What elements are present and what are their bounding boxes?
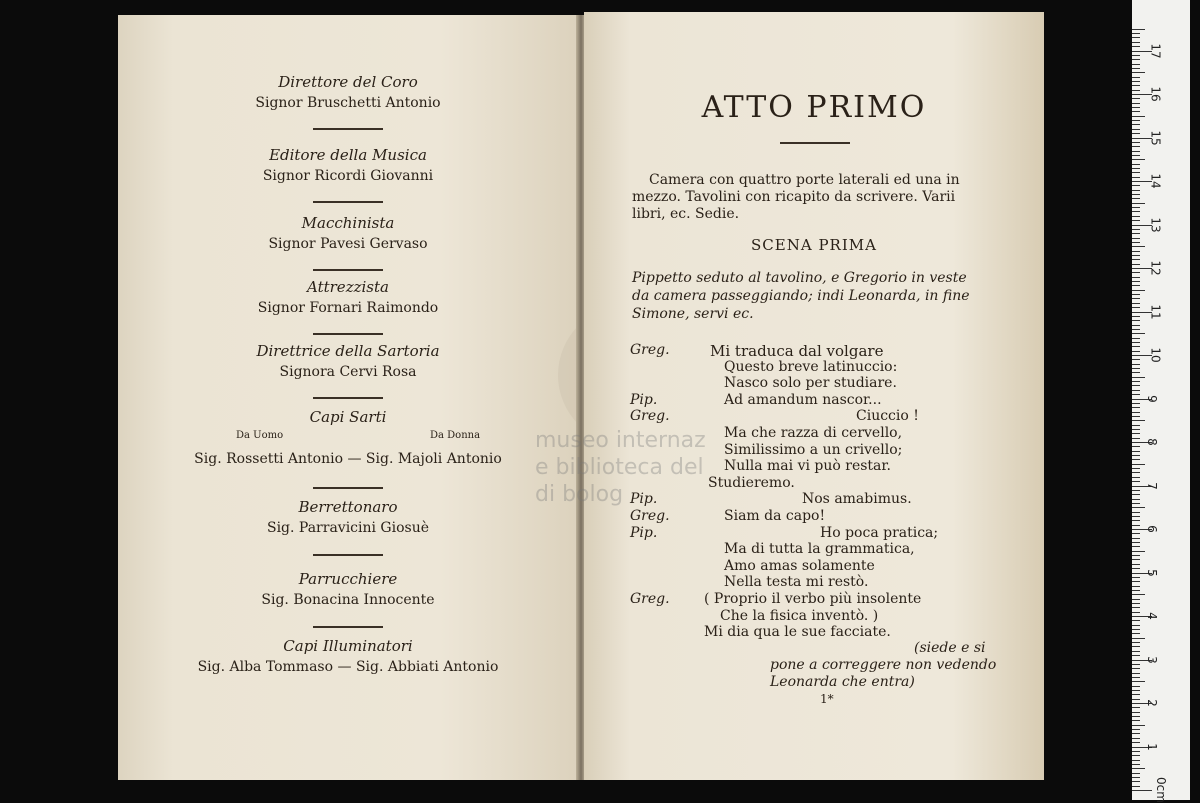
ruler-tick	[1132, 472, 1140, 473]
credit-name: Signor Pavesi Gervaso	[268, 236, 428, 252]
ruler-tick	[1132, 251, 1140, 252]
ruler-tick	[1132, 377, 1145, 378]
setting-line: mezzo. Tavolini con ricapito da scrivere. Varii	[632, 189, 956, 205]
ruler-tick	[1132, 264, 1140, 265]
ruler-tick	[1132, 481, 1140, 482]
ruler-number: 2	[1144, 699, 1159, 707]
ruler-tick	[1132, 599, 1140, 600]
ruler-number: 1	[1144, 742, 1159, 751]
ruler-tick	[1132, 233, 1140, 234]
ruler-tick	[1132, 359, 1140, 360]
ruler-tick	[1132, 103, 1140, 104]
closing-direction-line: (siede e si	[914, 640, 986, 656]
ruler-number: 17	[1148, 42, 1163, 59]
ruler-number: 10	[1148, 347, 1163, 363]
ruler-tick	[1132, 681, 1145, 682]
ruler-tick	[1132, 320, 1140, 321]
divider-rule	[313, 269, 383, 271]
divider-rule	[313, 333, 383, 335]
ruler-tick	[1132, 59, 1140, 60]
ruler-tick	[1132, 142, 1140, 143]
ruler-tick	[1132, 185, 1140, 186]
dialogue-line: ( Proprio il verbo più insolente	[704, 591, 922, 607]
ruler-number: 6	[1144, 525, 1159, 533]
dialogue-line: Amo amas solamente	[724, 557, 875, 574]
ruler-tick	[1132, 42, 1140, 43]
ruler-tick	[1132, 381, 1140, 382]
ruler-tick	[1132, 151, 1140, 152]
ruler-tick	[1132, 272, 1140, 273]
stage-direction-line: da camera passeggiando; indi Leonarda, in fine	[632, 288, 970, 304]
ruler-tick	[1132, 568, 1140, 569]
ruler-number: 8	[1144, 438, 1159, 446]
ruler-number: 11	[1148, 303, 1163, 320]
ruler-tick	[1132, 673, 1140, 674]
dialogue-line: Che la fisica inventò. )	[720, 607, 879, 624]
stage-direction-line: Simone, servi ec.	[632, 306, 754, 322]
ruler-tick	[1132, 246, 1145, 247]
ruler-tick	[1132, 620, 1140, 621]
ruler-tick	[1132, 512, 1140, 513]
dialogue-line: Siam da capo!	[724, 508, 826, 524]
ruler-tick	[1132, 77, 1140, 78]
ruler-tick	[1132, 116, 1145, 117]
ruler-tick	[1132, 455, 1140, 456]
ruler-tick	[1132, 107, 1140, 108]
ruler-tick	[1132, 338, 1140, 339]
ruler-tick	[1132, 68, 1140, 69]
speaker-label: Greg.	[630, 342, 670, 358]
ruler-tick	[1132, 385, 1140, 386]
ruler-tick	[1132, 668, 1140, 669]
speaker-label: Pip.	[630, 391, 658, 408]
ruler-tick	[1132, 229, 1140, 230]
ruler-tick	[1132, 764, 1140, 765]
credit-name: Sig. Rossetti Antonio — Sig. Majoli Antonio	[194, 451, 502, 467]
watermark-line-3: di bolog	[535, 482, 624, 507]
ruler-number: 13	[1148, 216, 1163, 233]
ruler-tick	[1132, 29, 1145, 30]
speaker-label: Greg.	[630, 591, 670, 607]
ruler-number: 3	[1144, 655, 1159, 664]
ruler-tick	[1132, 37, 1140, 38]
ruler-tick	[1132, 690, 1140, 691]
ruler-tick	[1132, 520, 1140, 521]
ruler-tick	[1132, 725, 1145, 726]
ruler-tick	[1132, 298, 1140, 299]
sub-label: Da Donna	[430, 430, 481, 441]
credit-name: Signor Bruschetti Antonio	[255, 95, 441, 111]
credit-role: Editore della Musica	[269, 146, 427, 164]
ruler-tick	[1132, 559, 1140, 560]
ruler-tick	[1132, 590, 1140, 591]
dialogue-line: Ma di tutta la grammatica,	[724, 541, 915, 558]
ruler-number: 5	[1144, 568, 1159, 577]
ruler-tick	[1132, 159, 1145, 160]
left-page	[118, 15, 578, 780]
ruler-tick	[1132, 494, 1140, 495]
measuring-ruler	[1132, 0, 1190, 803]
ruler-tick	[1132, 294, 1140, 295]
ruler-number: 16	[1148, 86, 1163, 102]
credit-role: Berrettonaro	[298, 498, 398, 516]
ruler-tick	[1132, 655, 1140, 656]
ruler-tick	[1132, 451, 1140, 452]
ruler-tick	[1132, 638, 1145, 639]
ruler-tick	[1132, 607, 1140, 608]
ruler-tick	[1132, 790, 1152, 791]
ruler-tick	[1132, 490, 1140, 491]
credit-role: Macchinista	[301, 214, 395, 232]
divider-rule	[313, 397, 383, 399]
ruler-number: 4	[1144, 612, 1159, 620]
ruler-tick	[1132, 738, 1140, 739]
ruler-tick	[1132, 90, 1140, 91]
speaker-label: Pip.	[630, 524, 658, 541]
ruler-tick	[1132, 303, 1140, 304]
ruler-tick	[1132, 129, 1140, 130]
ruler-tick	[1132, 216, 1140, 217]
divider-rule	[313, 201, 383, 203]
ruler-tick	[1132, 277, 1140, 278]
ruler-tick	[1132, 72, 1145, 73]
ruler-tick	[1132, 694, 1140, 695]
ruler-tick	[1132, 238, 1140, 239]
ruler-tick	[1132, 773, 1140, 774]
ruler-tick	[1132, 546, 1140, 547]
dialogue-line: Ma che razza di cervello,	[724, 425, 903, 441]
ruler-tick	[1132, 172, 1140, 173]
ruler-tick	[1132, 777, 1140, 778]
ruler-tick	[1132, 477, 1140, 478]
credit-role: Attrezzista	[307, 278, 389, 296]
setting-line: Camera con quattro porte laterali ed una in	[649, 172, 960, 188]
credit-role: Direttrice della Sartoria	[256, 342, 440, 360]
ruler-tick	[1132, 768, 1145, 769]
credit-name: Sig. Alba Tommaso — Sig. Abbiati Antonio	[197, 659, 499, 675]
divider-rule	[313, 128, 383, 130]
ruler-number: 15	[1148, 129, 1163, 146]
ruler-tick	[1132, 211, 1140, 212]
dialogue-line: Questo breve latinuccio:	[724, 358, 898, 375]
ruler-tick	[1132, 555, 1140, 556]
ruler-tick	[1132, 716, 1140, 717]
credit-role: Capi Sarti	[309, 408, 387, 426]
ruler-tick	[1132, 533, 1140, 534]
ruler-number: 0cm	[1153, 777, 1168, 803]
ruler-tick	[1132, 168, 1140, 169]
ruler-tick	[1132, 603, 1140, 604]
ruler-tick	[1132, 438, 1140, 439]
ruler-tick	[1132, 629, 1140, 630]
stage-direction-line: Pippetto seduto al tavolino, e Gregorio in veste	[632, 270, 967, 286]
ruler-number: 7	[1144, 481, 1159, 490]
ruler-tick	[1132, 351, 1140, 352]
ruler-tick	[1132, 390, 1140, 391]
credit-role: Parrucchiere	[298, 570, 398, 588]
ruler-tick	[1132, 85, 1140, 86]
ruler-tick	[1132, 577, 1140, 578]
watermark-line-1: museo internaz	[535, 428, 706, 453]
ruler-tick	[1132, 429, 1140, 430]
ruler-tick	[1132, 242, 1140, 243]
ruler-tick	[1132, 55, 1140, 56]
ruler-tick	[1132, 403, 1140, 404]
ruler-tick	[1132, 612, 1140, 613]
ruler-tick	[1132, 651, 1140, 652]
sub-label: Da Uomo	[236, 430, 284, 441]
ruler-tick	[1132, 207, 1140, 208]
dialogue-line: Nulla mai vi può restar.	[724, 458, 892, 475]
ruler-tick	[1132, 407, 1140, 408]
divider-rule	[313, 626, 383, 628]
ruler-tick	[1132, 333, 1145, 334]
dialogue-line: Ciuccio !	[856, 408, 919, 425]
ruler-tick	[1132, 586, 1140, 587]
ruler-tick	[1132, 285, 1140, 286]
ruler-number: 9	[1144, 394, 1159, 403]
ruler-tick	[1132, 372, 1140, 373]
ruler-tick	[1132, 516, 1140, 517]
ruler-number: 12	[1148, 260, 1163, 276]
ruler-number: 14	[1148, 173, 1163, 189]
ruler-tick	[1132, 594, 1145, 595]
ruler-tick	[1132, 425, 1140, 426]
ruler-tick	[1132, 538, 1140, 539]
ruler-tick	[1132, 468, 1140, 469]
closing-direction-line: pone a correggere non vedendo	[770, 657, 997, 673]
ruler-tick	[1132, 503, 1140, 504]
ruler-tick	[1132, 542, 1140, 543]
ruler-tick	[1132, 394, 1140, 395]
ruler-tick	[1132, 464, 1145, 465]
ruler-tick	[1132, 133, 1140, 134]
ruler-tick	[1132, 120, 1140, 121]
credit-name: Sig. Bonacina Innocente	[261, 592, 435, 608]
ruler-tick	[1132, 633, 1140, 634]
dialogue-line: Nos amabimus.	[802, 491, 912, 508]
ruler-tick	[1132, 699, 1140, 700]
dialogue-line: Ho poca pratica;	[820, 524, 939, 541]
credit-role: Direttore del Coro	[278, 73, 418, 91]
divider-rule	[313, 554, 383, 556]
ruler-tick	[1132, 177, 1140, 178]
ruler-tick	[1132, 198, 1140, 199]
ruler-tick	[1132, 259, 1140, 260]
ruler-tick	[1132, 325, 1140, 326]
ruler-tick	[1132, 342, 1140, 343]
ruler-tick	[1132, 33, 1140, 34]
ruler-tick	[1132, 459, 1140, 460]
ruler-tick	[1132, 416, 1140, 417]
ruler-tick	[1132, 290, 1145, 291]
ruler-tick	[1132, 642, 1140, 643]
dialogue-line: Ad amandum nascor...	[724, 391, 882, 408]
ruler-tick	[1132, 507, 1145, 508]
ruler-tick	[1132, 412, 1140, 413]
ruler-tick	[1132, 281, 1140, 282]
credit-name: Signor Ricordi Giovanni	[262, 168, 434, 184]
ruler-tick	[1132, 420, 1145, 421]
ruler-tick	[1132, 751, 1140, 752]
ruler-tick	[1132, 98, 1140, 99]
ruler-tick	[1132, 712, 1140, 713]
ruler-tick	[1132, 755, 1140, 756]
ruler-tick	[1132, 111, 1140, 112]
dialogue-line: Mi dia qua le sue facciate.	[704, 624, 891, 641]
dialogue-line: Similissimo a un crivello;	[724, 441, 903, 458]
credit-name: Signora Cervi Rosa	[279, 364, 417, 380]
ruler-tick	[1132, 81, 1140, 82]
ruler-tick	[1132, 707, 1140, 708]
dialogue-line: Nasco solo per studiare.	[724, 375, 897, 392]
credit-role: Capi Illuminatori	[283, 637, 413, 655]
ruler-tick	[1132, 664, 1140, 665]
speaker-label: Greg.	[630, 508, 670, 524]
ruler-tick	[1132, 364, 1140, 365]
ruler-tick	[1132, 146, 1140, 147]
closing-direction-line: Leonarda che entra)	[770, 674, 915, 690]
ruler-tick	[1132, 581, 1140, 582]
ruler-tick	[1132, 433, 1140, 434]
ruler-tick	[1132, 564, 1140, 565]
ruler-tick	[1132, 760, 1140, 761]
ruler-tick	[1132, 786, 1140, 787]
ruler-tick	[1132, 307, 1140, 308]
ruler-tick	[1132, 733, 1140, 734]
speaker-label: Pip.	[630, 491, 658, 508]
ruler-tick	[1132, 368, 1140, 369]
ruler-tick	[1132, 124, 1140, 125]
ruler-tick	[1132, 499, 1140, 500]
ruler-tick	[1132, 720, 1140, 721]
ruler-tick	[1132, 525, 1140, 526]
ruler-tick	[1132, 220, 1140, 221]
ruler-tick	[1132, 446, 1140, 447]
credit-name: Sig. Parravicini Giosuè	[266, 520, 430, 536]
scene-title: SCENA PRIMA	[751, 236, 877, 254]
ruler-tick	[1132, 346, 1140, 347]
dialogue-line: Nella testa mi restò.	[724, 574, 869, 591]
watermark-line-2: e biblioteca del	[535, 455, 704, 480]
ruler-tick	[1132, 625, 1140, 626]
ruler-tick	[1132, 64, 1140, 65]
ruler-tick	[1132, 155, 1140, 156]
page-signature: 1*	[820, 692, 834, 706]
credit-name: Signor Fornari Raimondo	[257, 300, 439, 316]
ruler-tick	[1132, 781, 1140, 782]
ruler-tick	[1132, 164, 1140, 165]
ruler-tick	[1132, 329, 1140, 330]
ruler-tick	[1132, 203, 1145, 204]
ruler-tick	[1132, 316, 1140, 317]
ruler-tick	[1132, 646, 1140, 647]
ruler-tick	[1132, 551, 1145, 552]
dialogue-line: Studieremo.	[708, 474, 795, 491]
ruler-tick	[1132, 677, 1140, 678]
right-page	[584, 12, 1044, 780]
dialogue-line: Mi traduca dal volgare	[710, 342, 884, 360]
title-rule	[780, 142, 850, 144]
divider-rule	[313, 487, 383, 489]
ruler-tick	[1132, 729, 1140, 730]
ruler-tick	[1132, 686, 1140, 687]
ruler-tick	[1132, 194, 1140, 195]
ruler-tick	[1132, 255, 1140, 256]
setting-line: libri, ec. Sedie.	[632, 206, 740, 222]
speaker-label: Greg.	[630, 408, 670, 425]
act-title: ATTO PRIMO	[701, 90, 927, 125]
ruler-tick	[1132, 742, 1140, 743]
ruler-tick	[1132, 190, 1140, 191]
ruler-tick	[1132, 46, 1140, 47]
